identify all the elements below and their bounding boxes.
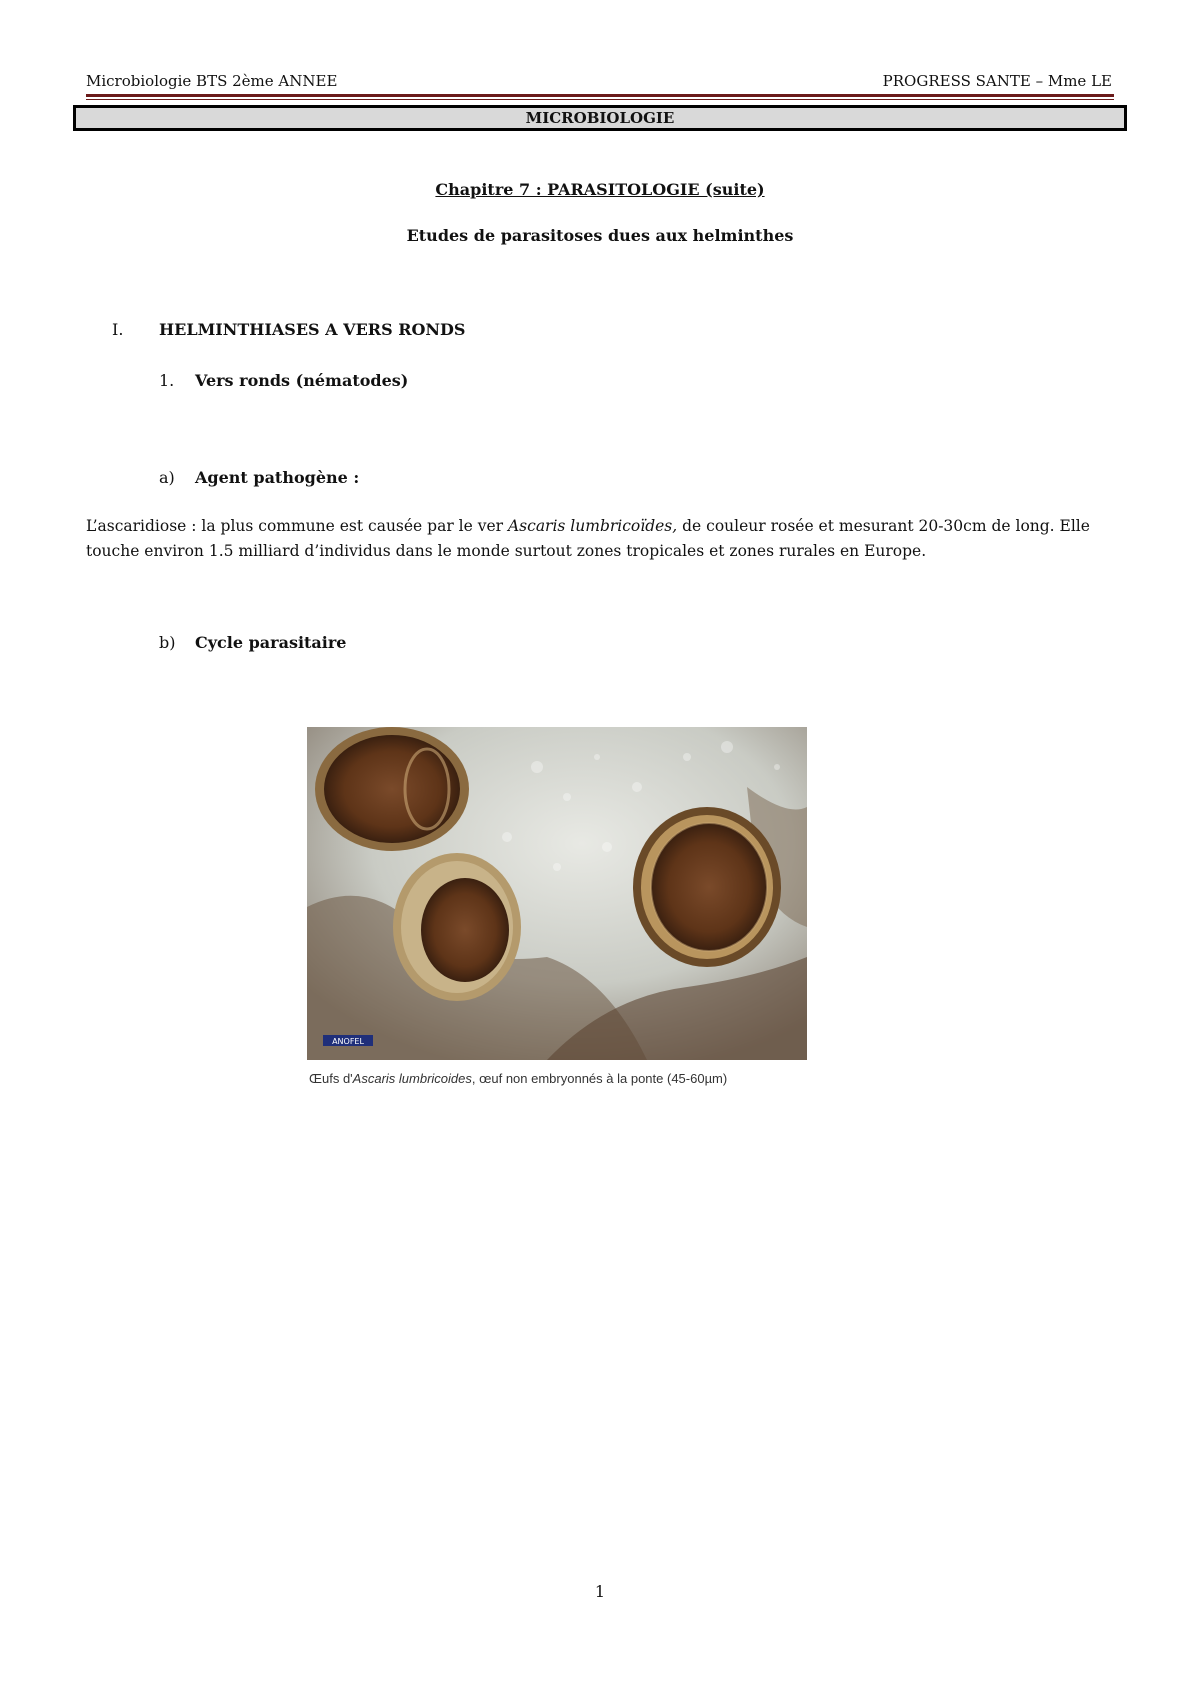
header-rule-thin bbox=[86, 99, 1114, 100]
header-rule bbox=[86, 94, 1114, 97]
subsection-title: Vers ronds (nématodes) bbox=[195, 371, 409, 390]
chapter-subtitle: Etudes de parasitoses dues aux helminthes bbox=[406, 226, 794, 245]
figure-caption bbox=[309, 1071, 727, 1086]
chapter-title: Chapitre 7 : PARASITOLOGIE (suite) bbox=[435, 180, 765, 199]
micrograph-image bbox=[307, 727, 807, 1060]
page-number: 1 bbox=[594, 1582, 606, 1601]
paragraph-end: de couleur rosée et mesurant 20-30cm de long. Elle touche environ 1.5 milliard d’individus dans le monde surtout zones tropicales et zones rurales en Europe. bbox=[86, 517, 1090, 560]
header-left: Microbiologie BTS 2ème ANNEE bbox=[86, 72, 338, 90]
watermark-text: ANOFEL bbox=[332, 1037, 364, 1046]
section-number: I. bbox=[112, 320, 124, 339]
caption-end: , œuf non embryonnés à la ponte (45-60µm) bbox=[471, 1071, 728, 1086]
ascaris-eggs-illustration bbox=[307, 727, 807, 1060]
subject-banner: MICROBIOLOGIE bbox=[73, 105, 1127, 131]
item-b-label: b) bbox=[159, 633, 176, 652]
body-paragraph bbox=[86, 514, 1126, 564]
caption-species: Ascaris lumbricoides bbox=[352, 1071, 472, 1086]
species-name: Ascaris lumbricoïdes, bbox=[507, 517, 678, 535]
section-title: HELMINTHIASES A VERS RONDS bbox=[159, 320, 466, 339]
paragraph-start: L’ascaridiose : la plus commune est causée par le ver bbox=[86, 517, 508, 535]
item-a-label: a) bbox=[159, 468, 175, 487]
caption-start: Œufs d' bbox=[309, 1071, 353, 1086]
item-b-title: Cycle parasitaire bbox=[195, 633, 347, 652]
subsection-number: 1. bbox=[159, 371, 175, 390]
header-right: PROGRESS SANTE – Mme LE bbox=[882, 72, 1112, 90]
item-a-title: Agent pathogène : bbox=[195, 468, 360, 487]
